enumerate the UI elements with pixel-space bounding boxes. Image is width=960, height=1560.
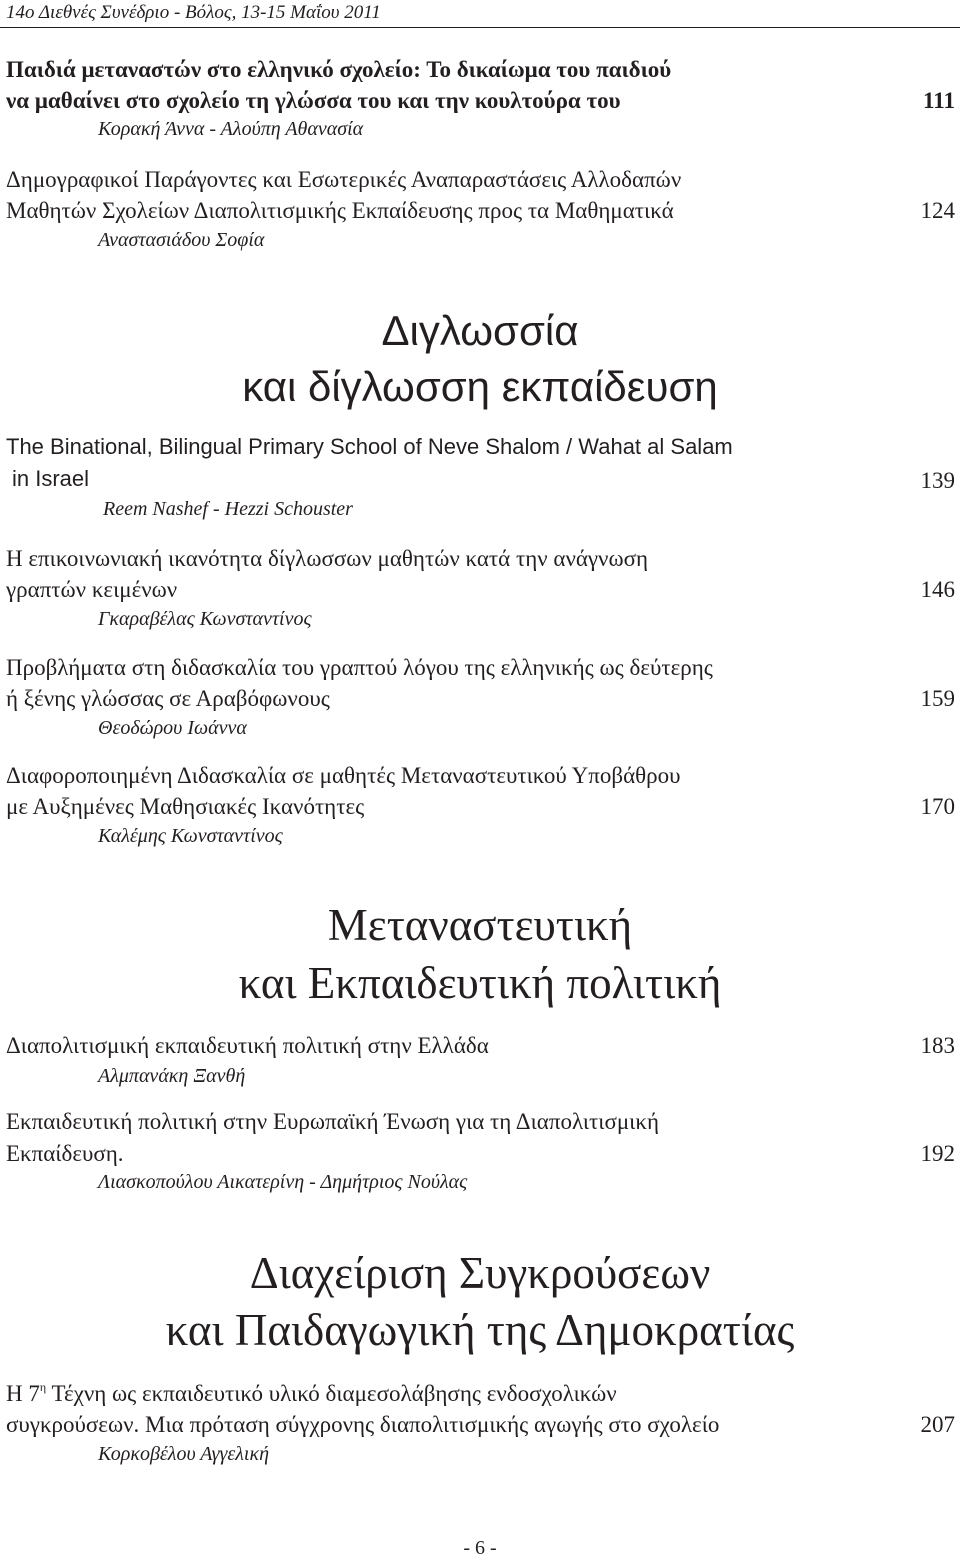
- toc-page-number: 207: [920, 1412, 955, 1437]
- toc-page-number: 183: [920, 1033, 955, 1058]
- toc-entry-title: in Israel: [12, 466, 90, 491]
- section-title: και Εκπαιδευτική πολιτική: [238, 958, 722, 1008]
- toc-entry-author: Αναστασιάδου Σοφία: [98, 229, 265, 251]
- toc-entry-author: Reem Nashef - Hezzi Schouster: [103, 498, 353, 520]
- toc-entry-title-part: Τέχνη ως εκπαιδευτικό υλικό διαμεσολάβησης ενδοσχολικών: [46, 1381, 617, 1406]
- toc-page-number: 124: [920, 198, 955, 223]
- toc-entry-title: Η επικοινωνιακή ικανότητα δίγλωσσων μαθητών κατά την ανάγνωση: [6, 546, 649, 571]
- running-header: [0, 0, 960, 28]
- toc-entry-title: με Αυξημένες Μαθησιακές Ικανότητες: [6, 794, 365, 819]
- toc-entry-title: Παιδιά μεταναστών στο ελληνικό σχολείο: Το δικαίωμα του παιδιού: [6, 57, 672, 82]
- toc-entry-title: Διαφοροποιημένη Διδασκαλία σε μαθητές Μεταναστευτικού Υποβάθρου: [6, 763, 681, 788]
- header-title: 14ο Διεθνές Συνέδριο - Βόλος, 13-15 Μαΐου 2011: [6, 2, 381, 23]
- toc-entry-author: Θεοδώρου Ιωάννα: [98, 717, 247, 739]
- toc-page-number: 159: [920, 686, 955, 711]
- section-title: Διαχείριση Συγκρούσεων: [249, 1248, 711, 1298]
- toc-entry-title: γραπτών κειμένων: [6, 577, 178, 602]
- toc-entry-title: Εκπαιδευτική πολιτική στην Ευρωπαϊκή Ένωση για τη Διαπολιτισμική: [6, 1109, 659, 1134]
- toc-entry-title: [6, 1381, 617, 1405]
- toc-entry-title: Μαθητών Σχολείων Διαπολιτισμικής Εκπαίδευσης προς τα Μαθηματικά: [6, 198, 674, 223]
- page-footer-number: - 6 -: [463, 1537, 497, 1559]
- section-title: και Παιδαγωγική της Δημοκρατίας: [165, 1305, 795, 1355]
- section-title: και δίγλωσση εκπαίδευση: [242, 363, 718, 410]
- toc-entry-author: Κορακή Άννα - Αλούπη Αθανασία: [98, 118, 364, 140]
- toc-entry-author: Γκαραβέλας Κωνσταντίνος: [98, 608, 312, 630]
- toc-entry-title: να μαθαίνει στο σχολείο τη γλώσσα του και την κουλτούρα του: [6, 88, 621, 113]
- toc-entry-author: Καλέμης Κωνσταντίνος: [98, 825, 283, 847]
- section-title: Διγλωσσία: [381, 307, 579, 354]
- section-title: Μεταναστευτική: [327, 900, 633, 950]
- toc-entry-title: Προβλήματα στη διδασκαλία του γραπτού λόγου της ελληνικής ως δεύτερης: [6, 655, 713, 680]
- toc-entry-title: The Binational, Bilingual Primary School of Neve Shalom / Wahat al Salam: [6, 434, 733, 459]
- toc-page-number: 170: [920, 794, 955, 819]
- toc-entry-title: Εκπαίδευση.: [6, 1141, 124, 1166]
- ordinal-superscript: η: [39, 1380, 47, 1394]
- toc-entry-title: συγκρούσεων. Μια πρόταση σύγχρονης διαπολιτισμικής αγωγής στο σχολείο: [6, 1412, 720, 1437]
- toc-page-number: 146: [920, 577, 955, 602]
- toc-entry-title-part: Η 7: [6, 1381, 40, 1406]
- toc-page-number: 139: [920, 468, 955, 493]
- toc-entry-author: Αλμπανάκη Ξανθή: [98, 1065, 246, 1087]
- toc-entry-title: Δημογραφικοί Παράγοντες και Εσωτερικές Αναπαραστάσεις Αλλοδαπών: [6, 167, 682, 192]
- toc-entry-title: ή ξένης γλώσσας σε Αραβόφωνους: [6, 686, 330, 711]
- toc-page-number: 192: [920, 1141, 955, 1166]
- toc-entry-title: Διαπολιτισμική εκπαιδευτική πολιτική στην Ελλάδα: [6, 1033, 489, 1058]
- toc-entry-author: Λιασκοπούλου Αικατερίνη - Δημήτριος Νούλας: [98, 1171, 468, 1193]
- toc-page-number: 111: [923, 88, 955, 113]
- toc-entry-author: Κορκοβέλου Αγγελική: [98, 1443, 269, 1465]
